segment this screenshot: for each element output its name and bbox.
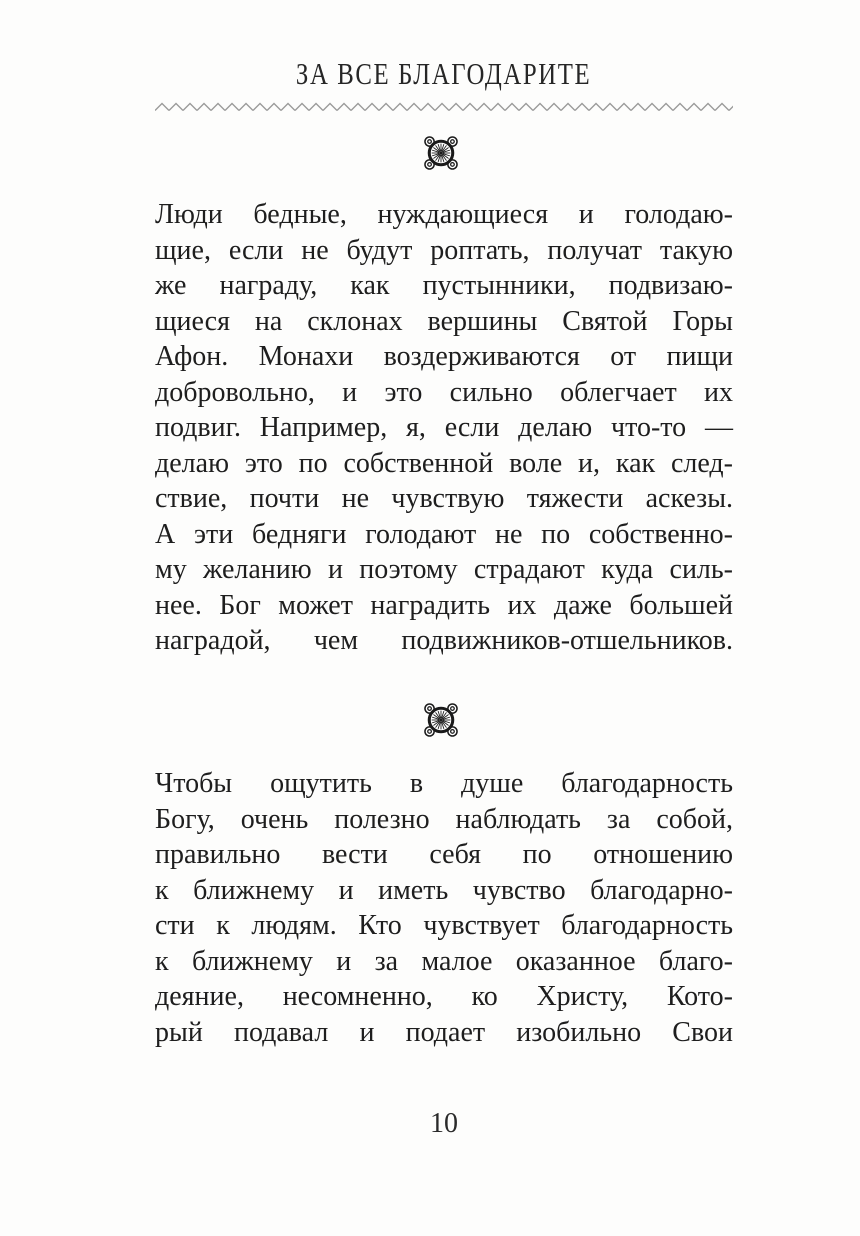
- text-line: нее. Бог может наградить их даже большей: [155, 589, 733, 621]
- text-line: к ближнему и за малое оказанное благо-: [155, 945, 733, 977]
- page-number: 10: [430, 1108, 458, 1139]
- paragraph-2: [155, 766, 733, 1050]
- text-line: ствие, почти не чувствую тяжести аскезы.: [155, 483, 733, 514]
- rosette-wheel-ornament-icon: [420, 699, 462, 741]
- text-line: му желанию и поэтому страдают куда силь-: [155, 554, 733, 585]
- text-line: сти к людям. Кто чувствует благодарность: [155, 910, 733, 941]
- text-line: к ближнему и иметь чувство благодарно-: [155, 874, 733, 906]
- text-line: правильно вести себя по отношению: [155, 839, 733, 870]
- text-line: Чтобы ощутить в душе благодарность: [155, 768, 733, 799]
- text-line: щиеся на склонах вершины Святой Горы: [155, 305, 733, 337]
- text-line: подвиг. Например, я, если делаю что-то —: [155, 412, 733, 443]
- paragraph-1: [155, 197, 733, 659]
- zigzag-divider: [155, 100, 733, 113]
- page-header-title: ЗА ВСЕ БЛАГОДАРИТЕ: [296, 56, 592, 91]
- text-line: А эти бедняги голодают не по собственно-: [155, 518, 733, 550]
- rosette-wheel-ornament-icon: [420, 132, 462, 174]
- text-line: Люди бедные, нуждающиеся и голодаю-: [155, 199, 733, 230]
- text-line: наградой, чем подвижников-отшельников.: [155, 625, 733, 656]
- text-line: Афон. Монахи воздерживаются от пищи: [155, 341, 733, 372]
- text-line: же награду, как пустынники, подвизаю-: [155, 270, 733, 301]
- text-line: делаю это по собственной воле и, как след-: [155, 447, 733, 479]
- text-line: щие, если не будут роптать, получат такую: [155, 234, 733, 266]
- text-line: Богу, очень полезно наблюдать за собой,: [155, 803, 733, 835]
- text-line: рый подавал и подает изобильно Свои: [155, 1016, 733, 1048]
- text-line: добровольно, и это сильно облегчает их: [155, 376, 733, 408]
- running-head: [155, 56, 733, 92]
- text-line: деяние, несомненно, ко Христу, Кото-: [155, 981, 733, 1012]
